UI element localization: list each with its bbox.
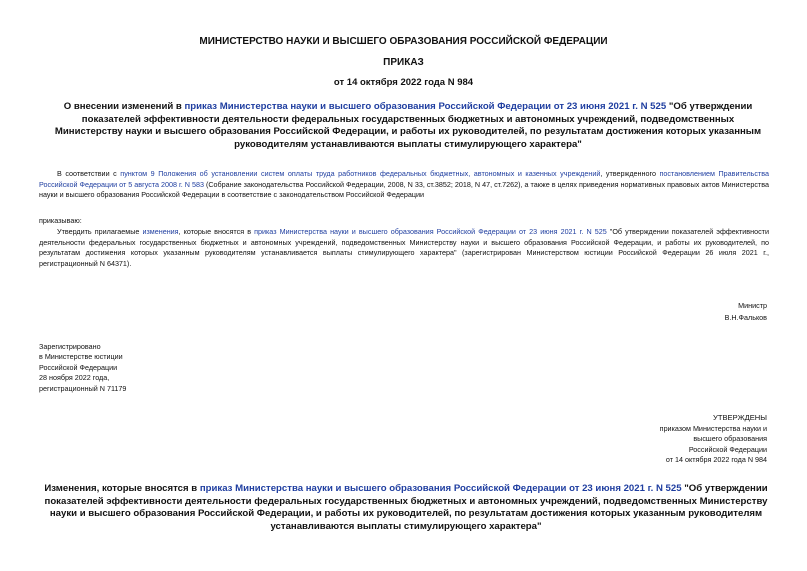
body-paragraph-3 bbox=[39, 227, 769, 269]
registration-line: 28 ноября 2022 года, bbox=[39, 373, 110, 383]
changes-title-prefix: Изменения, которые вносятся в bbox=[44, 483, 200, 494]
signature-name: В.Н.Фальков bbox=[724, 312, 767, 322]
order-title-rest: "Об утверждении показателей эффективности деятельности федеральных государственных бюджетных и автономных учреждений, подведомственных Министерству науки и высшего образования Российской Федерации, и работы их руководителей, по результатам достижения которых указанным руководителям устанавливаются выплаты стимулирующего характера" bbox=[54, 101, 762, 150]
registration-line: Российской Федерации bbox=[39, 362, 118, 372]
order-title-prefix: О внесении изменений в bbox=[63, 101, 185, 112]
p1-link-regulation[interactable]: пунктом 9 Положения об установлении систем оплаты труда работников федеральных бюджетных, автономных и казенных учреждений bbox=[120, 169, 601, 178]
approval-line: приказом Министерства науки и bbox=[659, 423, 767, 433]
p3-text-c: "Об утверждении показателей эффективности деятельности федеральных государственных бюджетных и автономных учреждений, подведомственных Министерству науки и высшего образования Российской Федерации, и работы их руководителей, по результатам достижения которых указанным руководителям устанавливается выплаты стимулирующего характера" (зарегистрирован Министерством юстиции Российской Федерации 26 июля 2021 г., регистрационный N 64371). bbox=[39, 227, 769, 268]
registration-line: в Министерстве юстиции bbox=[39, 352, 123, 362]
p3-link-order[interactable]: приказ Министерства науки и высшего образования Российской Федерации от 23 июня 2021 г. N 525 bbox=[254, 227, 607, 236]
approval-heading: УТВЕРЖДЕНЫ bbox=[713, 413, 767, 422]
approval-block bbox=[660, 413, 767, 466]
ministry-heading: МИНИСТЕРСТВО НАУКИ И ВЫСШЕГО ОБРАЗОВАНИЯ РОССИЙСКОЙ ФЕДЕРАЦИИ bbox=[199, 36, 608, 47]
registration-block bbox=[39, 342, 126, 394]
p1-text-c: (Собрание законодательства Российской Федерации, 2008, N 33, ст.3852; 2018, N 47, ст.7262), а также в целях приведения нормативных правовых актов Министерства науки и высшего образования Российской Федерации в соответствие с законодательством Российской Федерации bbox=[39, 179, 769, 200]
body-paragraph-order: приказываю: bbox=[39, 216, 82, 225]
approval-line: высшего образования bbox=[693, 434, 767, 444]
changes-title bbox=[36, 483, 776, 533]
approval-line: Российской Федерации bbox=[688, 444, 767, 454]
p3-text-b: , которые вносятся в bbox=[178, 227, 255, 236]
p3-text-a: Утвердить прилагаемые bbox=[57, 227, 143, 236]
registration-line: Зарегистрировано bbox=[39, 342, 101, 351]
approval-line: от 14 октября 2022 года N 984 bbox=[665, 455, 767, 465]
changes-title-link[interactable]: приказ Министерства науки и высшего образования Российской Федерации от 23 июня 2021 г. N 525 bbox=[199, 483, 682, 494]
registration-line: регистрационный N 71179 bbox=[39, 383, 127, 393]
p1-link-decree[interactable]: постановлением Правительства Российской Федерации от 5 августа 2008 г. N 583 bbox=[39, 169, 770, 189]
changes-title-rest: "Об утверждении показателей эффективности деятельности федеральных государственных бюджетных и автономных учреждений, подведомственных Министерству науки и высшего образования Российской Федерации, и работы их руководителей, по результатам достижения которых указанным руководителям устанавливаются выплаты стимулирующего характера" bbox=[44, 483, 768, 532]
order-date-number: от 14 октября 2022 года N 984 bbox=[333, 77, 474, 88]
body-paragraph-1 bbox=[39, 169, 769, 201]
order-title-link[interactable]: приказ Министерства науки и высшего образования Российской Федерации от 23 июня 2021 г. N 525 bbox=[184, 101, 667, 112]
p1-text-b: , утвержденного bbox=[600, 169, 660, 178]
p3-link-changes[interactable]: изменения bbox=[142, 227, 179, 236]
signature-position: Министр bbox=[738, 301, 767, 310]
order-title bbox=[52, 101, 764, 151]
p1-text-a: В соответствии с bbox=[57, 169, 121, 178]
signature-block bbox=[725, 300, 767, 323]
order-heading: ПРИКАЗ bbox=[383, 57, 424, 68]
